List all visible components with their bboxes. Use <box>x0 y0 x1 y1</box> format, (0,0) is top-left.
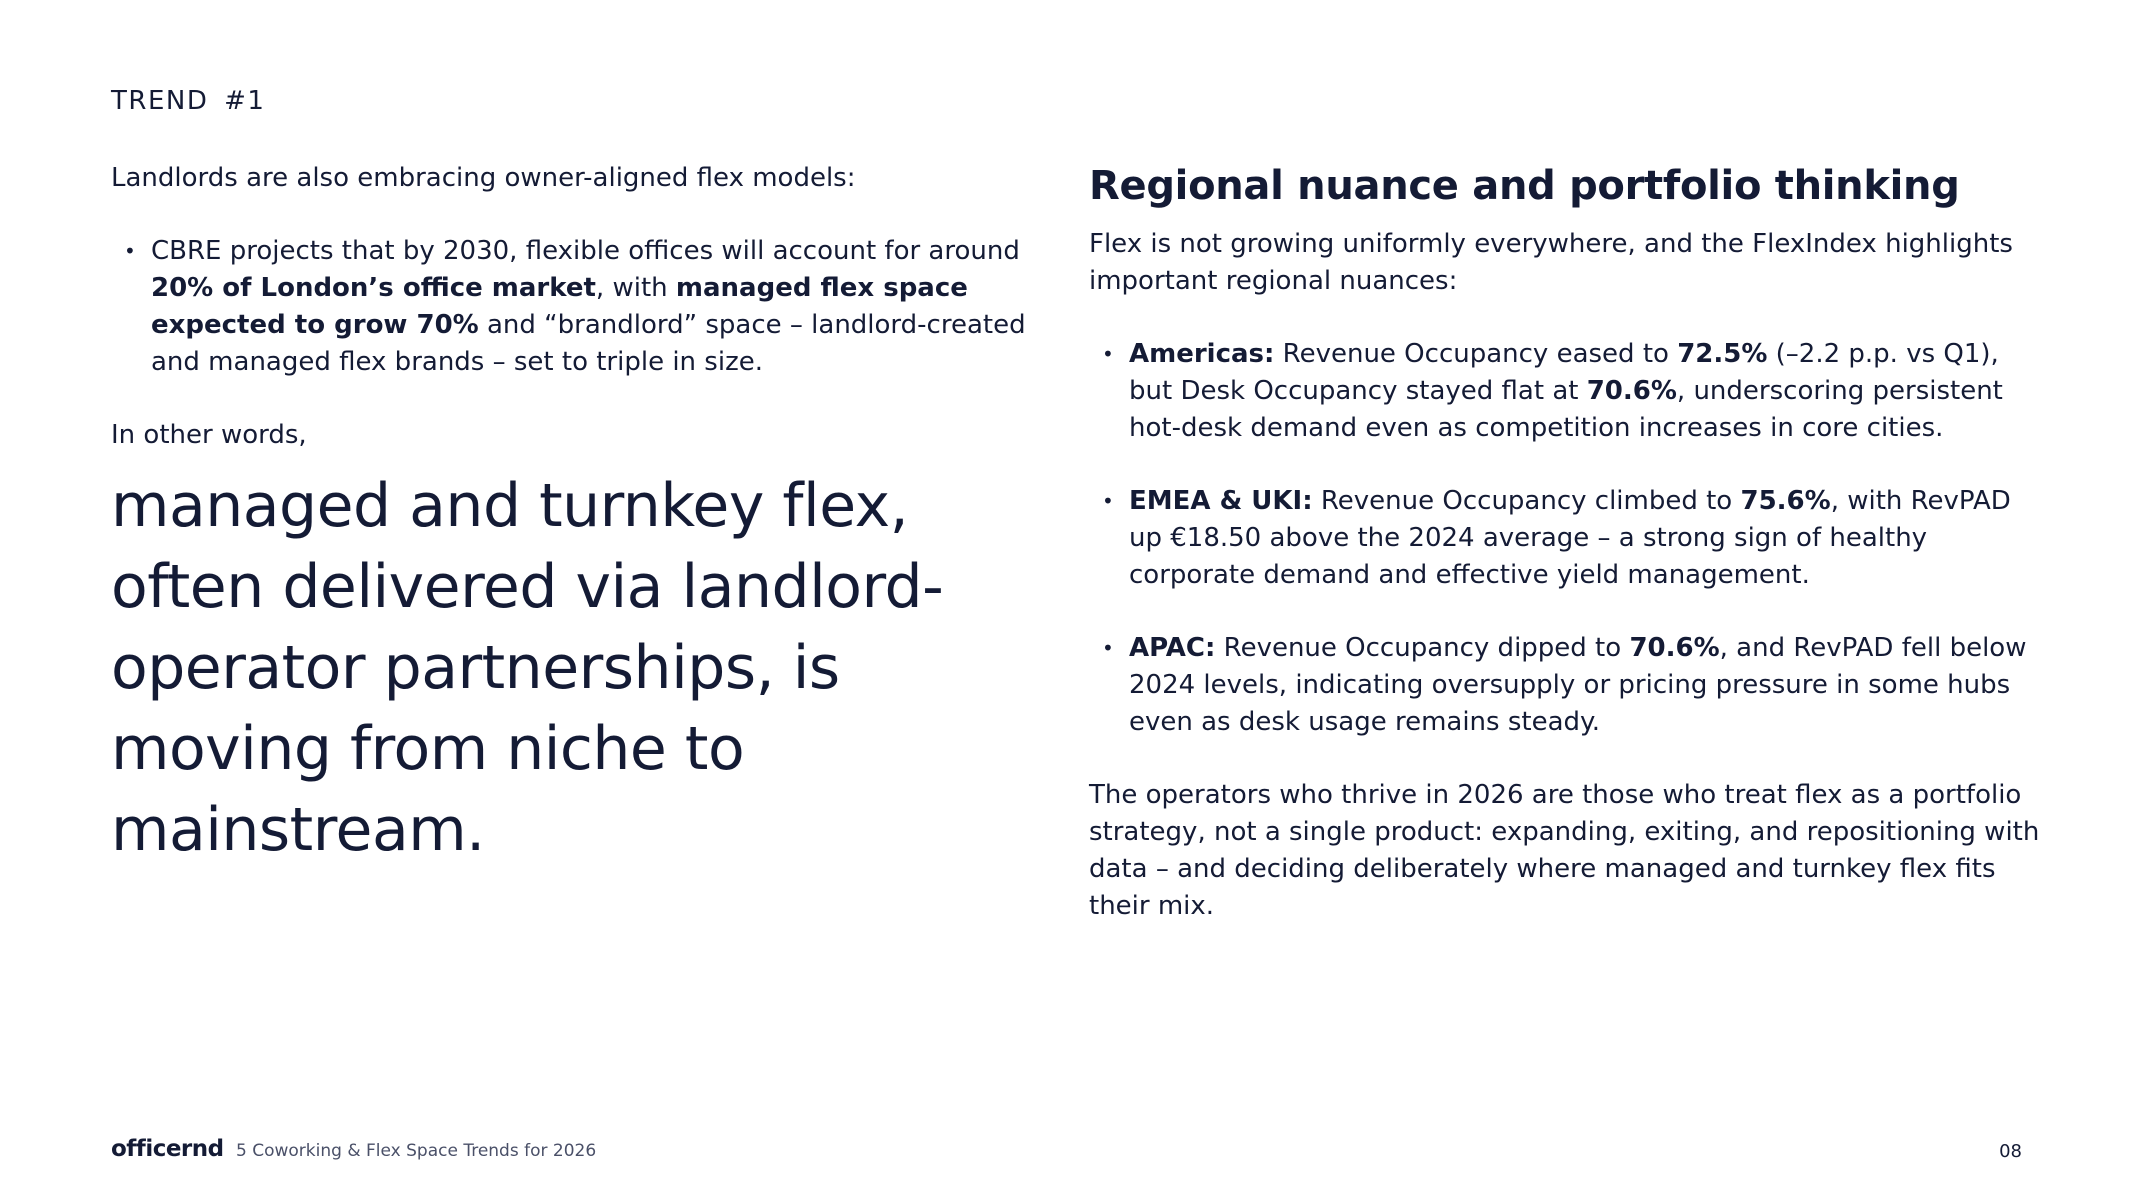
bullet-text: , with <box>595 273 676 303</box>
region-value: 70.6% <box>1629 633 1720 663</box>
page-number: 08 <box>1999 1141 2022 1162</box>
trend-label: TREND #1 <box>111 86 266 116</box>
officernd-logo: officernd <box>111 1136 224 1162</box>
region-americas <box>1089 336 2049 447</box>
left-intro: Landlords are also embracing owner-aligned flex models: <box>111 163 856 193</box>
region-value: 70.6% <box>1586 376 1677 406</box>
region-emea-uki <box>1089 483 2049 594</box>
region-text: , and RevPAD fell below 2024 levels, indicating oversupply or pricing pressure in some hubs even as desk usage remains steady. <box>1129 633 2027 737</box>
region-text: (–2.2 p.p. vs Q1), but Desk Occupancy stayed flat at <box>1129 339 1999 406</box>
bullet-bold: 20% of London’s office market <box>151 273 596 303</box>
region-text: , with RevPAD up €18.50 above the 2024 average – a strong sign of healthy corporate demand and effective yield management. <box>1129 486 2011 590</box>
right-intro: Flex is not growing uniformly everywhere, and the FlexIndex highlights important regional nuances: <box>1089 229 2013 296</box>
region-apac <box>1089 630 2049 741</box>
pull-quote: managed and turnkey flex, often delivered via landlord-operator partnerships, is moving from niche to mainstream. <box>111 471 944 865</box>
section-heading: Regional nuance and portfolio thinking <box>1089 163 1960 209</box>
document-title: 5 Coworking & Flex Space Trends for 2026 <box>236 1141 597 1161</box>
bullet-text: CBRE projects that by 2030, flexible offices will account for around <box>151 236 1020 266</box>
region-text: Revenue Occupancy eased to <box>1274 339 1678 369</box>
region-list <box>1089 336 2049 741</box>
cbre-bullet-list <box>111 233 1051 381</box>
bullet-bold: managed flex space expected to grow 70% <box>151 273 968 340</box>
in-other-words: In other words, <box>111 420 307 450</box>
region-text: , underscoring persistent hot-desk demand even as competition increases in core cities. <box>1129 376 2003 443</box>
bullet-text: and “brandlord” space – landlord-created and managed flex brands – set to triple in size. <box>151 310 1026 377</box>
region-name: EMEA & UKI: <box>1129 486 1313 516</box>
region-text: Revenue Occupancy climbed to <box>1312 486 1741 516</box>
left-column <box>111 160 1051 871</box>
closing-paragraph: The operators who thrive in 2026 are those who treat flex as a portfolio strategy, not a single product: expanding, exiting, and repositioning with data – and deciding deliberately where managed and turnkey flex fits their mix. <box>1089 780 2040 921</box>
region-value: 75.6% <box>1740 486 1831 516</box>
region-value: 72.5% <box>1677 339 1768 369</box>
region-name: Americas: <box>1129 339 1275 369</box>
region-text: Revenue Occupancy dipped to <box>1215 633 1630 663</box>
cbre-bullet <box>111 233 1051 381</box>
right-column <box>1089 160 2049 925</box>
region-name: APAC: <box>1129 633 1216 663</box>
